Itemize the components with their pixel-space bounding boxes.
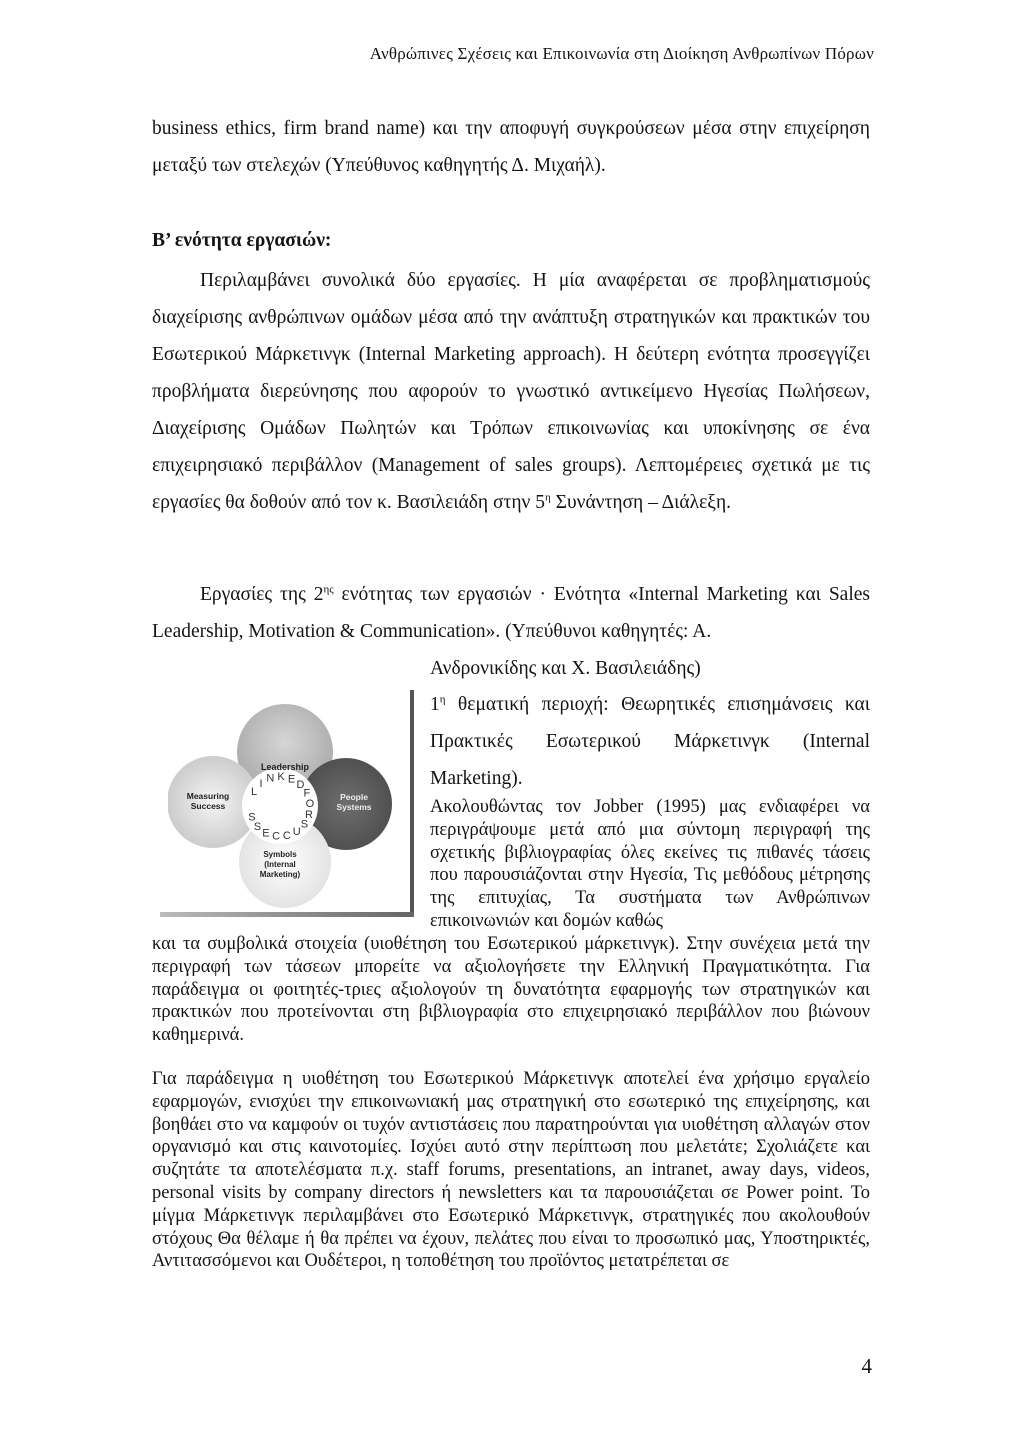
- section-b-paragraph: [152, 262, 870, 521]
- systems-label: Systems: [336, 802, 372, 812]
- second-unit-superscript: ης: [323, 583, 334, 596]
- figure-horizontal-shadow: [160, 912, 414, 917]
- leadership-label: Leadership: [260, 762, 310, 772]
- ring-letter: K: [277, 771, 285, 783]
- ring-letter: C: [272, 830, 281, 843]
- section-b-text-end: Συνάντηση – Διάλεξη.: [550, 492, 732, 513]
- linked-for-success-svg: [168, 692, 414, 914]
- ring-letter: S: [300, 818, 309, 831]
- ring-letter: C: [282, 830, 291, 843]
- ring-letter: E: [287, 773, 296, 786]
- topic1-paragraph: [430, 686, 870, 797]
- ring-letter: N: [266, 772, 275, 785]
- topic1-text: θεματική περιοχή: Θεωρητικές επισημάνσεις και Πρακτικές Εσωτερικού Μάρκετινγκ (Internal Marketing).: [430, 694, 870, 789]
- linked-for-success-diagram: [168, 692, 414, 914]
- topic1-superscript: η: [439, 693, 446, 706]
- intro-paragraph: business ethics, firm brand name) και την αποφυγή συγκρούσεων μέσα στην επιχείρηση μεταξύ των στελεχών (Υπεύθυνος καθηγητής Δ. Μιχαήλ).: [152, 118, 870, 176]
- internal-label: (Internal: [264, 860, 296, 869]
- ring-letter: F: [303, 787, 311, 800]
- ring-letter: R: [305, 808, 313, 821]
- section-b-text: Περιλαμβάνει συνολικά δύο εργασίες. Η μία αναφέρεται σε προβληματισμούς διαχείρισης ανθρώπινων ομάδων μέσα από την ανάπτυξη στρατηγικών και πρακτικών του Εσωτερικού Μάρκετινγκ (Internal Marketing approach). Η δεύτερη ενότητα προσεγγίζει προβλήματα διερεύνησης που αφορούν το γνωστικό αντικείμενο Ηγεσίας Πωλήσεων, Διαχείρισης Ομάδων Πωλητών και Τρόπων επικοινωνίας και υποκίνησης σε ένα επιχειρησιακό περιβάλλον (Management of sales groups). Λεπτομέρειες σχετικά με τις εργασίες θα δοθούν από τον κ. Βασιλειάδη στην 5: [152, 270, 870, 513]
- ring-letter: D: [296, 779, 305, 792]
- marketing-label: Marketing): [259, 870, 301, 879]
- second-unit-continuation: Ανδρονικίδης και Χ. Βασιλειάδης): [430, 658, 701, 679]
- topic1-number: 1: [430, 694, 440, 715]
- symbols-label: Symbols: [263, 850, 297, 859]
- measuring-label: Measuring: [186, 791, 230, 801]
- ring-letter: O: [305, 798, 315, 811]
- ring-letter: I: [259, 777, 263, 790]
- figure-vertical-shadow: [410, 690, 414, 916]
- running-header: Ανθρώπινες Σχέσεις και Επικοινωνία στη Διοίκηση Ανθρωπίνων Πόρων: [369, 44, 874, 63]
- second-unit-text-a: Εργασίες της 2: [200, 584, 324, 605]
- ring-letter: U: [292, 825, 301, 838]
- success-label: Success: [190, 801, 226, 811]
- jobber-wrapped-text: Ακολουθώντας τον Jobber (1995) μας ενδιαφέρει να περιγράψουμε μετά από μια σύντομη περιγραφή της σχετικής βιβλιογραφίας όλες εκείνες τις πιθανές τάσεις που παρουσιάζονται στην Ηγεσία, Τις μεθόδους μέτρησης της επιτυχίας, Τα συστήματα των Ανθρώπινων επικοινωνιών και δομών καθώς: [430, 797, 870, 931]
- ring-letter: S: [248, 811, 256, 824]
- ring-letter: E: [262, 827, 270, 840]
- jobber-full-text: και τα συμβολικά στοιχεία (υιοθέτηση του Εσωτερικού μάρκετινγκ). Στην συνέχεια μετά την περιγραφή των τάσεων μπορείτε να αξιολογήσετε την Ελληνική Πραγματικότητα. Για παράδειγμα οι φοιτητές-τριες αξιολογούν τη δυνατότητα εφαρμογής των στρατηγικών και πρακτικών που προτείνονται στη βιβλιογραφία στο επιχειρησιακό περιβάλλον που βιώνουν καθημερινά.: [152, 934, 870, 1046]
- example-paragraph: Για παράδειγμα η υιοθέτηση του Εσωτερικού Μάρκετινγκ αποτελεί ένα χρήσιμο εργαλείο εφαρμογών, ενισχύει την επικοινωνιακή μας στρατηγική στο εσωτερικό της επιχείρησης, και βοηθάει στο να καμφούν οι τυχόν αντιστάσεις που παρατηρούνται για υιοθέτηση αλλαγών στον οργανισμό και στις καινοτομίες. Ισχύει αυτό στην περίπτωση που μελετάτε; Σχολιάζετε και συζητάτε τα αποτελέσματα π.χ. staff forums, presentations, an intranet, away days, videos, personal visits by company directors ή newsletters και τα παρουσιάζεται σε Power point. Το μίγμα Μάρκετινγκ περιλαμβάνει στο Εσωτερικό Μάρκετινγκ, στρατηγικές που ακολουθούν στόχους Θα θέλαμε ή θα πρέπει να έχουν, πελάτες που είναι το προσωπικό μας, Υποστηρικτές, Αντιτασσόμενοι και Ουδέτεροι, η τοποθέτηση του προϊόντος μετατρέπεται σε: [152, 1069, 870, 1272]
- section-b-superscript: η: [544, 491, 551, 504]
- people-label: People: [340, 792, 368, 802]
- second-unit-paragraph: [152, 576, 870, 650]
- page-number: 4: [861, 1354, 872, 1378]
- second-unit-text-b: ενότητας των εργασιών · Ενότητα «Internal Marketing και Sales Leadership, Motivation & Communication». (Υπεύθυνοι καθηγητές: Α.: [152, 584, 870, 642]
- ring-letter: L: [250, 786, 258, 798]
- ring-letter: S: [253, 820, 262, 833]
- section-b-heading: Β’ ενότητα εργασιών:: [152, 230, 332, 251]
